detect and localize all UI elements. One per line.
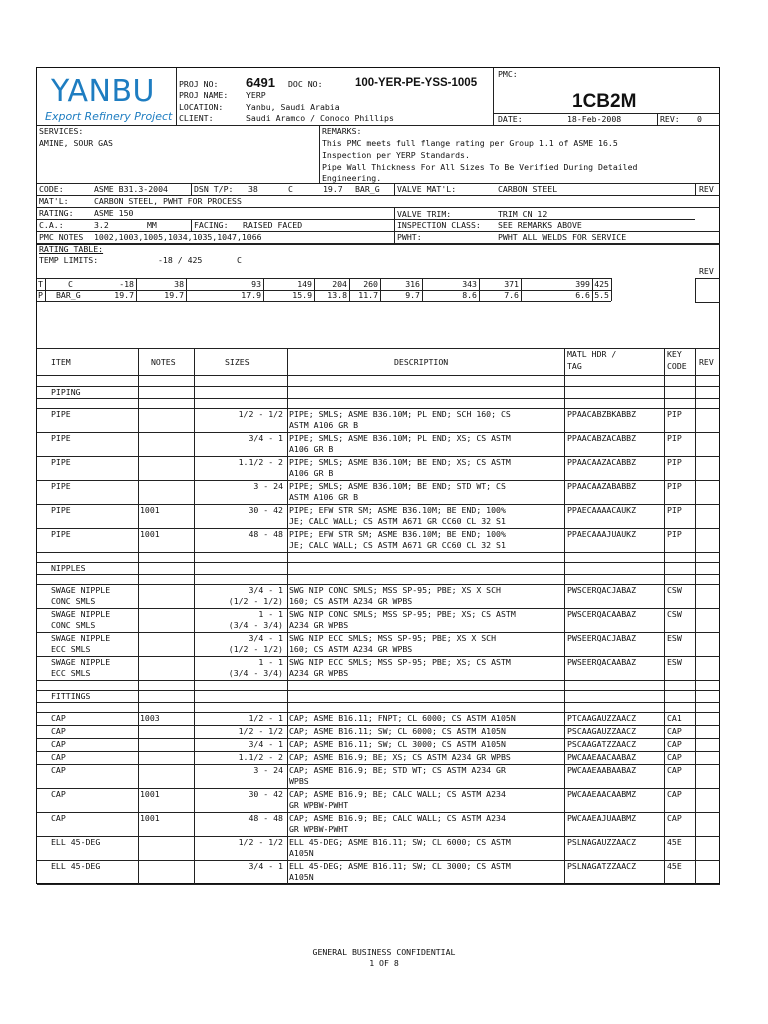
location: Yanbu, Saudi Arabia <box>246 102 340 112</box>
section-title: PIPING <box>51 387 81 397</box>
doc-no-label: DOC NO: <box>288 79 323 89</box>
row-key-code: CA1 <box>667 713 682 723</box>
row-item: CAP <box>51 713 66 723</box>
row-matl-tag: PSCAAGAUZZAACZ <box>567 726 637 736</box>
remarks-line: Pipe Wall Thickness For All Sizes To Be Verified During Detailed <box>322 162 638 172</box>
row-description: A234 GR WPBS <box>289 620 349 630</box>
row-description: SWG NIP CONC SMLS; MSS SP-95; PBE; XS X SCH <box>289 585 501 595</box>
row-matl-tag: PSLNAGATZZAACZ <box>567 861 637 871</box>
row-matl-tag: PWCAAEAABAABAZ <box>567 765 637 775</box>
row-description: 160; CS ASTM A234 GR WPBS <box>289 596 413 606</box>
pwht-label: PWHT: <box>397 232 422 242</box>
dsn-label: DSN T/P: <box>194 184 234 194</box>
col-sizes: SIZES <box>225 357 250 367</box>
ca-unit: MM <box>147 220 157 230</box>
rating-pressure-cell: 8.6 <box>462 290 477 300</box>
row-notes: 1003 <box>140 713 160 723</box>
rating-temp-cell: 399 <box>575 279 590 289</box>
rating-temp-cell: 204 <box>332 279 347 289</box>
rating-rev-label: REV <box>699 266 714 276</box>
proj-name-label: PROJ NAME: <box>179 90 229 100</box>
row-matl-tag: PSLNAGAUZZAACZ <box>567 837 637 847</box>
row-description: GR WPBW-PWHT <box>289 800 349 810</box>
row-matl-tag: PWSEERQACJABAZ <box>567 633 637 643</box>
row-key-code: PIP <box>667 457 682 467</box>
row-description: A105N <box>289 872 314 882</box>
row-item: ECC SMLS <box>51 644 91 654</box>
row-description: SWG NIP ECC SMLS; MSS SP-95; PBE; XS; CS ASTM <box>289 657 511 667</box>
mat-label: MAT'L: <box>39 196 69 206</box>
row-sizes: 1/2 - 1 <box>248 713 283 723</box>
rating-temp-cell: 260 <box>363 279 378 289</box>
col-code: CODE <box>667 361 687 371</box>
row-matl-tag: PPAACAAZACABBZ <box>567 457 637 467</box>
row-key-code: PIP <box>667 481 682 491</box>
ca-value: 3.2 <box>94 220 109 230</box>
section-title: FITTINGS <box>51 691 91 701</box>
row-description: PIPE; SMLS; ASME B36.10M; PL END; SCH 160; CS <box>289 409 511 419</box>
remarks-line: Engineering. <box>322 173 382 183</box>
row-description: WPBS <box>289 776 309 786</box>
row-item: ELL 45-DEG <box>51 861 101 871</box>
row-description: 160; CS ASTM A234 GR WPBS <box>289 644 413 654</box>
row-key-code: PIP <box>667 433 682 443</box>
row-sizes: 3 - 24 <box>253 765 283 775</box>
row-item: SWAGE NIPPLE <box>51 609 111 619</box>
row-description: SWG NIP CONC SMLS; MSS SP-95; PBE; XS; CS ASTM <box>289 609 516 619</box>
row-key-code: CAP <box>667 726 682 736</box>
row-sizes: 3 - 24 <box>253 481 283 491</box>
client-label: CLIENT: <box>179 113 214 123</box>
rating-temp-cell: 93 <box>251 279 261 289</box>
row-sizes: 1/2 - 1/2 <box>238 409 283 419</box>
row-item: PIPE <box>51 433 71 443</box>
row-description: CAP; ASME B16.9; BE; STD WT; CS ASTM A234 GR <box>289 765 506 775</box>
pmc-sheet <box>36 67 720 884</box>
proj-name: YERP <box>246 90 266 100</box>
rating-pressure-cell: 7.6 <box>504 290 519 300</box>
col-tag: TAG <box>567 361 582 371</box>
valve-mat-label: VALVE MAT'L: <box>397 184 457 194</box>
rating-pressure-cell: 13.8 <box>327 290 347 300</box>
rating-temp-cell: 316 <box>405 279 420 289</box>
rating-table-title: RATING TABLE: <box>39 244 104 254</box>
rating-temp-cell: 38 <box>174 279 184 289</box>
row-key-code: CSW <box>667 609 682 619</box>
row-key-code: 45E <box>667 861 682 871</box>
row-key-code: CAP <box>667 765 682 775</box>
row-matl-tag: PTCAAGAUZZAACZ <box>567 713 637 723</box>
mat-value: CARBON STEEL, PWHT FOR PROCESS <box>94 196 242 206</box>
row-sizes: 48 - 48 <box>248 529 283 539</box>
spec-rev-label: REV <box>699 184 714 194</box>
row-description: JE; CALC WALL; CS ASTM A671 GR CC60 CL 32 S1 <box>289 516 506 526</box>
valve-trim: TRIM CN 12 <box>498 209 548 219</box>
row-sizes: 48 - 48 <box>248 813 283 823</box>
row-matl-tag: PPAACABZACABBZ <box>567 433 637 443</box>
temp-limits-label: TEMP LIMITS: <box>39 255 99 265</box>
row-description: CAP; ASME B16.11; FNPT; CL 6000; CS ASTM A105N <box>289 713 516 723</box>
temp-row-unit: C <box>68 279 73 289</box>
location-label: LOCATION: <box>179 102 224 112</box>
col-rev: REV <box>699 357 714 367</box>
valve-mat: CARBON STEEL <box>498 184 558 194</box>
rating-pressure-cell: 5.5 <box>594 290 609 300</box>
row-notes: 1001 <box>140 505 160 515</box>
remarks-line: This PMC meets full flange rating per Group 1.1 of ASME 16.5 <box>322 138 618 148</box>
row-description: PIPE; EFW STR SM; ASME B36.10M; BE END; 100% <box>289 505 506 515</box>
rating-temp-cell: 343 <box>462 279 477 289</box>
facing-value: RAISED FACED <box>243 220 303 230</box>
row-item: CAP <box>51 726 66 736</box>
code-value: ASME B31.3-2004 <box>94 184 168 194</box>
row-description: PIPE; SMLS; ASME B36.10M; PL END; XS; CS ASTM <box>289 433 511 443</box>
pressure-row-unit: BAR_G <box>56 290 81 300</box>
row-description: CAP; ASME B16.11; SW; CL 3000; CS ASTM A105N <box>289 739 506 749</box>
row-description: ELL 45-DEG; ASME B16.11; SW; CL 3000; CS ASTM <box>289 861 511 871</box>
row-key-code: CAP <box>667 752 682 762</box>
row-sizes: 1 - 1 <box>258 657 283 667</box>
row-description: PIPE; SMLS; ASME B36.10M; BE END; STD WT; CS <box>289 481 506 491</box>
row-item: CAP <box>51 789 66 799</box>
date: 18-Feb-2008 <box>567 114 622 124</box>
row-matl-tag: PWCAAEAACAABAZ <box>567 752 637 762</box>
pmc-label: PMC: <box>498 69 518 79</box>
rev-label: REV: <box>660 114 680 124</box>
pwht-value: PWHT ALL WELDS FOR SERVICE <box>498 232 627 242</box>
row-key-code: PIP <box>667 409 682 419</box>
row-sizes: (1/2 - 1/2) <box>228 596 283 606</box>
row-description: CAP; ASME B16.9; BE; CALC WALL; CS ASTM A234 <box>289 789 506 799</box>
inspection-value: SEE REMARKS ABOVE <box>498 220 582 230</box>
row-notes: 1001 <box>140 813 160 823</box>
row-description: CAP; ASME B16.9; BE; CALC WALL; CS ASTM A234 <box>289 813 506 823</box>
row-key-code: PIP <box>667 505 682 515</box>
row-sizes: (3/4 - 3/4) <box>228 620 283 630</box>
row-description: A106 GR B <box>289 444 334 454</box>
rating-pressure-cell: 11.7 <box>358 290 378 300</box>
row-description: ASTM A106 GR B <box>289 420 359 430</box>
temp-limits-unit: C <box>237 255 242 265</box>
row-sizes: 1 - 1 <box>258 609 283 619</box>
row-description: CAP; ASME B16.9; BE; XS; CS ASTM A234 GR WPBS <box>289 752 511 762</box>
pmc-code: 1CB2M <box>572 91 637 112</box>
rating-pressure-cell: 15.9 <box>292 290 312 300</box>
row-sizes: 30 - 42 <box>248 789 283 799</box>
temp-row-label: T <box>38 279 43 289</box>
row-description: PIPE; SMLS; ASME B36.10M; BE END; XS; CS ASTM <box>289 457 511 467</box>
row-sizes: 1/2 - 1/2 <box>238 726 283 736</box>
row-item: CONC SMLS <box>51 596 96 606</box>
row-matl-tag: PWSCERQACJABAZ <box>567 585 637 595</box>
col-key: KEY <box>667 349 682 359</box>
col-description: DESCRIPTION <box>394 357 449 367</box>
row-matl-tag: PWCAAEAACAABMZ <box>567 789 637 799</box>
row-item: CAP <box>51 752 66 762</box>
row-sizes: 3/4 - 1 <box>248 739 283 749</box>
row-description: SWG NIP ECC SMLS; MSS SP-95; PBE; XS X SCH <box>289 633 497 643</box>
rating-pressure-cell: 17.9 <box>241 290 261 300</box>
dsn-temp-unit: C <box>288 184 293 194</box>
proj-no-label: PROJ NO: <box>179 79 219 89</box>
row-matl-tag: PWSCERQACAABAZ <box>567 609 637 619</box>
footer-page: 1 OF 8 <box>369 958 399 968</box>
footer-confidential: GENERAL BUSINESS CONFIDENTIAL <box>312 947 456 957</box>
row-matl-tag: PPAECAAAACAUKZ <box>567 505 637 515</box>
row-notes: 1001 <box>140 529 160 539</box>
doc-no: 100-YER-PE-YSS-1005 <box>355 77 478 89</box>
remarks-label: REMARKS: <box>322 126 362 136</box>
rating-temp-cell: 425 <box>594 279 609 289</box>
section-title: NIPPLES <box>51 563 86 573</box>
row-description: PIPE; EFW STR SM; ASME B36.10M; BE END; 100% <box>289 529 506 539</box>
row-item: ELL 45-DEG <box>51 837 101 847</box>
row-description: A106 GR B <box>289 468 334 478</box>
row-item: CAP <box>51 765 66 775</box>
rev: 0 <box>697 114 702 124</box>
row-sizes: 3/4 - 1 <box>248 861 283 871</box>
row-description: ELL 45-DEG; ASME B16.11; SW; CL 6000; CS ASTM <box>289 837 511 847</box>
rating-temp-cell: 371 <box>504 279 519 289</box>
temp-limits: -18 / 425 <box>158 255 203 265</box>
dsn-pressure: 19.7 <box>323 184 343 194</box>
row-sizes: 1.1/2 - 2 <box>238 752 283 762</box>
row-item: SWAGE NIPPLE <box>51 633 111 643</box>
rating-pressure-cell: 6.6 <box>575 290 590 300</box>
col-matl-hdr: MATL HDR / <box>567 349 617 359</box>
row-key-code: CAP <box>667 789 682 799</box>
row-description: A105N <box>289 848 314 858</box>
row-key-code: PIP <box>667 529 682 539</box>
rating-pressure-cell: 19.7 <box>114 290 134 300</box>
row-description: A234 GR WPBS <box>289 668 349 678</box>
row-item: PIPE <box>51 529 71 539</box>
row-description: JE; CALC WALL; CS ASTM A671 GR CC60 CL 32 S1 <box>289 540 506 550</box>
row-sizes: 1/2 - 1/2 <box>238 837 283 847</box>
row-item: PIPE <box>51 409 71 419</box>
row-sizes: 3/4 - 1 <box>248 633 283 643</box>
row-key-code: CAP <box>667 813 682 823</box>
code-label: CODE: <box>39 184 64 194</box>
rating-value: ASME 150 <box>94 208 134 218</box>
row-item: SWAGE NIPPLE <box>51 585 111 595</box>
row-notes: 1001 <box>140 789 160 799</box>
dsn-temp: 38 <box>248 184 258 194</box>
client: Saudi Aramco / Conoco Phillips <box>246 113 394 123</box>
row-item: CONC SMLS <box>51 620 96 630</box>
row-matl-tag: PPAACAAZABABBZ <box>567 481 637 491</box>
row-sizes: 3/4 - 1 <box>248 433 283 443</box>
dsn-pressure-unit: BAR_G <box>355 184 380 194</box>
row-sizes: 1.1/2 - 2 <box>238 457 283 467</box>
row-description: GR WPBW-PWHT <box>289 824 349 834</box>
services-label: SERVICES: <box>39 126 84 136</box>
valve-trim-label: VALVE TRIM: <box>397 209 452 219</box>
row-key-code: 45E <box>667 837 682 847</box>
row-matl-tag: PWSEERQACAABAZ <box>567 657 637 667</box>
row-matl-tag: PPAACABZBKABBZ <box>567 409 637 419</box>
col-notes: NOTES <box>151 357 176 367</box>
row-sizes: (1/2 - 1/2) <box>228 644 283 654</box>
logo-title: YANBU <box>51 74 155 109</box>
row-description: ASTM A106 GR B <box>289 492 359 502</box>
rating-temp-cell: 149 <box>297 279 312 289</box>
row-matl-tag: PPAECAAAJUAUKZ <box>567 529 637 539</box>
inspection-label: INSPECTION CLASS: <box>397 220 481 230</box>
row-key-code: CSW <box>667 585 682 595</box>
row-key-code: ESW <box>667 633 682 643</box>
row-item: CAP <box>51 739 66 749</box>
rating-pressure-cell: 9.7 <box>405 290 420 300</box>
row-item: PIPE <box>51 481 71 491</box>
pmc-notes: 1002,1003,1005,1034,1035,1047,1066 <box>94 232 262 242</box>
pressure-row-label: P <box>38 290 43 300</box>
row-item: PIPE <box>51 457 71 467</box>
row-sizes: (3/4 - 3/4) <box>228 668 283 678</box>
rating-temp-cell: -18 <box>119 279 134 289</box>
facing-label: FACING: <box>194 220 229 230</box>
row-key-code: CAP <box>667 739 682 749</box>
row-key-code: ESW <box>667 657 682 667</box>
services-value: AMINE, SOUR GAS <box>39 138 113 148</box>
row-sizes: 3/4 - 1 <box>248 585 283 595</box>
rating-pressure-cell: 19.7 <box>164 290 184 300</box>
row-item: SWAGE NIPPLE <box>51 657 111 667</box>
date-label: DATE: <box>498 114 523 124</box>
row-sizes: 30 - 42 <box>248 505 283 515</box>
pmc-notes-label: PMC NOTES <box>39 232 84 242</box>
row-item: ECC SMLS <box>51 668 91 678</box>
row-matl-tag: PSCAAGATZZAACZ <box>567 739 637 749</box>
logo-subtitle: Export Refinery Project <box>45 110 173 123</box>
row-description: CAP; ASME B16.11; SW; CL 6000; CS ASTM A105N <box>289 726 506 736</box>
row-item: PIPE <box>51 505 71 515</box>
remarks-line: Inspection per YERP Standards. <box>322 150 470 160</box>
row-item: CAP <box>51 813 66 823</box>
row-matl-tag: PWCAAEAJUAABMZ <box>567 813 637 823</box>
rating-label: RATING: <box>39 208 74 218</box>
proj-no: 6491 <box>246 75 275 90</box>
ca-label: C.A.: <box>39 220 64 230</box>
col-item: ITEM <box>51 357 71 367</box>
